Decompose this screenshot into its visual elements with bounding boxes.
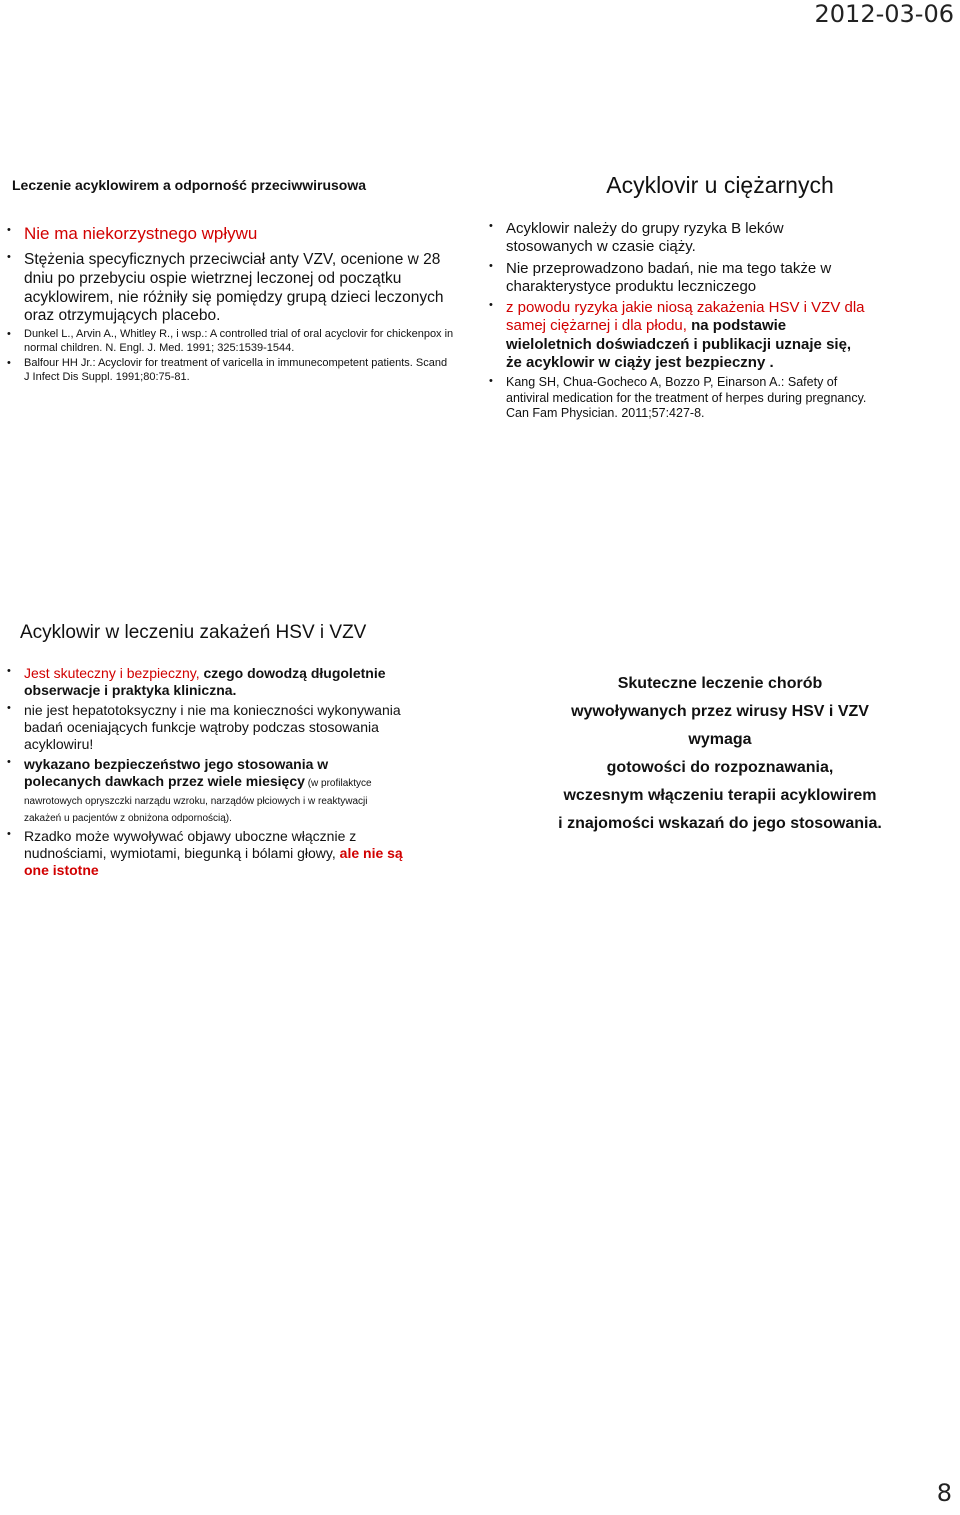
slide-title: Acyklowir w leczeniu zakażeń HSV i VZV [20,622,367,643]
highlight-text: Jest skuteczny i bezpieczny, [24,665,200,681]
summary-line: wymaga [688,731,752,748]
body-text: Stężenia specyficznych przeciwciał anty VZV, ocenione w 28 dniu po przebyciu ospie wietrznej leczonej od początku acyklowirem, nie różniły się pomiędzy grupą dzieci leczonych oraz otrzymujących placebo. [24,250,444,325]
list-item [4,357,454,384]
list-item [486,375,871,421]
reference-text: Kang SH, Chua-Gocheco A, Bozzo P, Einarson A.: Safety of antiviral medication for the treatment of herpes during pregnancy. Can Fam Physician. 2011;57:427-8. [506,375,867,420]
summary-line: wczesnym włączeniu terapii acyklowirem [563,787,877,804]
small-text: (w profilaktyce nawrotowych opryszczki narządu wzroku, narządów płciowych i w reaktywacji zakażeń u pacjentów z obniżona odpornością). [24,778,372,824]
slide-title: Acyklovir u ciężarnych [606,172,834,198]
summary-text [480,665,960,838]
page-date: 2012-03-06 [814,0,954,28]
list-item [486,260,871,297]
list-item [4,665,404,699]
body-text: Rzadko może wywoływać objawy uboczne włącznie z nudnościami, wymiotami, biegunką i bólami głowy, [24,828,357,862]
highlight-text: ale nie są one istotne [24,845,403,879]
list-item [486,220,871,257]
summary-line: wywoływanych przez wirusy HSV i VZV [571,703,869,720]
list-item [4,251,454,327]
body-text: Nie przeprowadzono badań, nie ma tego także w charakterystyce produktu leczniczego [506,259,832,295]
list-item [4,224,454,245]
list-item [4,756,404,825]
bullet-list [486,220,871,424]
bullet-list [4,224,454,384]
slide-summary [480,665,960,838]
list-item [4,328,454,355]
summary-line: Skuteczne leczenie chorób [617,675,823,692]
highlight-text: z powodu ryzyka jakie niosą zakażenia HSV i VZV dla samej ciężarnej i dla płodu, [506,299,865,335]
bold-text: czego dowodzą długoletnie obserwacje i praktyka kliniczna. [24,665,386,699]
summary-line: gotowości do rozpoznawania, [606,759,834,776]
bold-text: na podstawie wieloletnich doświadczeń i publikacji uznaje się, że acyklowir w ciąży jest bezpieczny . [506,317,852,372]
slide-pregnancy [480,160,960,420]
body-text: Acyklowir należy do grupy ryzyka B leków stosowanych w czasie ciąży. [506,220,784,256]
reference-text: Balfour HH Jr.: Acyclovir for treatment of varicella in immunecompetent patients. Scand J Infect Dis Suppl. 1991;80:75-81. [24,357,448,383]
body-text: nie jest hepatotoksyczny i nie ma konieczności wykonywania badań oceniających funkcje wątroby podczas stosowania acyklowiru! [24,702,401,753]
reference-text: Dunkel L., Arvin A., Whitley R., i wsp.: A controlled trial of oral acyclovir for chickenpox in normal children. N. Engl. J. Med. 1991; 325:1539-1544. [24,328,454,354]
list-item [486,299,871,372]
list-item [4,702,404,753]
list-item [4,828,404,879]
bullet-list [4,665,404,882]
heading-text: Nie ma niekorzystnego wpływu [24,224,258,243]
slide-title: Leczenie acyklowirem a odporność przeciwwirusowa [12,177,367,193]
bold-text: wykazano bezpieczeństwo jego stosowania w polecanych dawkach przez wiele miesięcy [24,756,329,790]
page-number: 8 [936,1479,952,1507]
summary-line: i znajomości wskazań do jego stosowania. [558,815,882,832]
